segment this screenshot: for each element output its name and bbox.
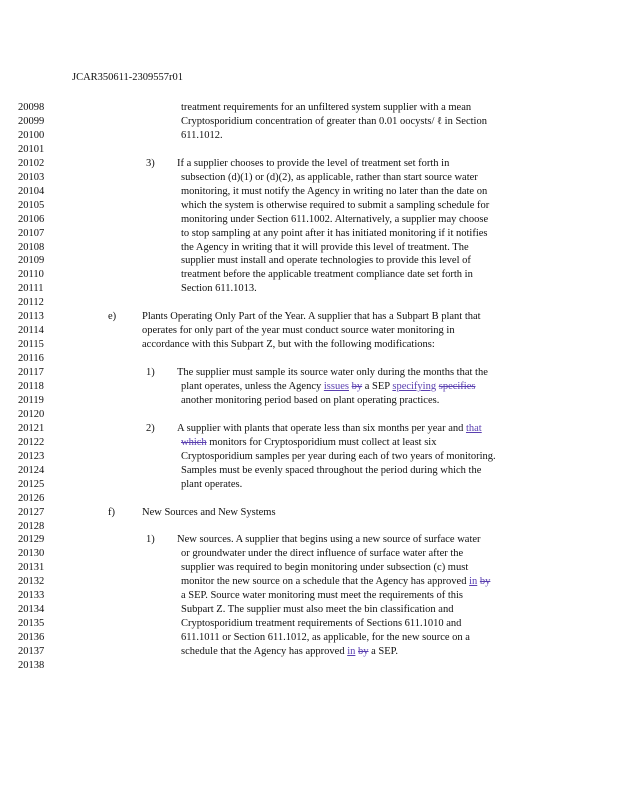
text-run: The supplier must sample its source water only during the months that the bbox=[177, 367, 488, 379]
inserted-text: specifying bbox=[392, 381, 437, 392]
text-run: a SEP bbox=[362, 381, 393, 392]
text-run: 3) bbox=[146, 157, 155, 169]
line-text bbox=[142, 310, 481, 324]
line-number: 20110 bbox=[18, 269, 44, 281]
line-number: 20136 bbox=[18, 632, 45, 644]
line-number: 20130 bbox=[18, 548, 45, 560]
deleted-text: by bbox=[351, 381, 363, 392]
deleted-text: by bbox=[479, 576, 491, 588]
line-text bbox=[181, 561, 468, 575]
deleted-text: by bbox=[358, 646, 369, 658]
line-text bbox=[181, 254, 471, 268]
text-run: monitoring, it must notify the Agency in writing no later than the date on bbox=[181, 185, 488, 197]
line-text bbox=[181, 227, 488, 241]
text-run: New Sources and New Systems bbox=[142, 506, 276, 518]
line-text bbox=[177, 366, 488, 380]
line-text bbox=[181, 171, 478, 185]
text-run: a SEP. bbox=[368, 646, 398, 658]
line-number: 20131 bbox=[18, 562, 45, 574]
line-text bbox=[181, 547, 463, 561]
text-run: Subpart Z. The supplier must also meet the bin classification and bbox=[181, 604, 454, 616]
text-run: plant operates. bbox=[181, 478, 243, 490]
line-number: 20108 bbox=[18, 241, 45, 253]
line-text bbox=[142, 324, 455, 338]
text-run: Cryptosporidium concentration of greater than 0.01 oocysts/ ℓ in Section bbox=[181, 115, 487, 127]
text-run: to stop sampling at any point after it has initiated monitoring if it notifies bbox=[181, 227, 488, 239]
text-run: monitoring under Section 611.1002. Alternatively, a supplier may choose bbox=[181, 213, 489, 225]
text-run: the Agency in writing that it will provide this level of treatment. The bbox=[181, 241, 469, 253]
line-text bbox=[181, 129, 223, 143]
line-text bbox=[181, 185, 487, 199]
line-number: 20107 bbox=[18, 227, 45, 239]
text-run: monitor the new source on a schedule that the Agency has approved bbox=[181, 576, 470, 588]
line-number: 20098 bbox=[18, 102, 45, 113]
document-id: JCAR350611-2309557r01 bbox=[72, 72, 184, 83]
text-run: If a supplier chooses to provide the level of treatment set forth in bbox=[177, 157, 450, 169]
line-text bbox=[177, 157, 449, 171]
text-run: New sources. A supplier that begins using a new source of surface water bbox=[177, 534, 481, 546]
line-text bbox=[177, 422, 482, 436]
text-run: subsection (d)(1) or (d)(2), as applicable, rather than start source water bbox=[181, 171, 478, 183]
list-marker bbox=[146, 157, 155, 171]
line-number: 20099 bbox=[18, 115, 45, 127]
text-run: Section 611.1013. bbox=[181, 283, 257, 295]
text-run: Plants Operating Only Part of the Year. A supplier that has a Subpart B plant that bbox=[142, 311, 481, 323]
text-run: operates for only part of the year must conduct source water monitoring in bbox=[142, 325, 455, 337]
line-number: 20117 bbox=[18, 367, 44, 379]
text-run: Cryptosporidium samples per year during each of two years of monitoring. bbox=[181, 450, 496, 462]
text-run: supplier was required to begin monitoring under subsection (c) must bbox=[181, 562, 469, 574]
line-number: 20135 bbox=[18, 618, 45, 630]
line-number: 20122 bbox=[18, 436, 45, 448]
line-number: 20116 bbox=[18, 353, 44, 365]
text-run: A supplier with plants that operate less than six months per year and bbox=[177, 422, 466, 434]
text-run: or groundwater under the direct influence of surface water after the bbox=[181, 548, 464, 560]
line-number: 20114 bbox=[18, 325, 44, 337]
line-text bbox=[181, 631, 470, 645]
line-number: 20128 bbox=[18, 520, 45, 532]
line-number: 20124 bbox=[18, 464, 45, 476]
line-number: 20111 bbox=[18, 283, 44, 295]
text-run: a SEP. Source water monitoring must meet the requirements of this bbox=[181, 590, 463, 602]
line-text bbox=[181, 645, 398, 659]
line-number: 20100 bbox=[18, 129, 45, 141]
text-run: treatment requirements for an unfiltered system supplier with a mean bbox=[181, 102, 472, 113]
line-number: 20126 bbox=[18, 492, 45, 504]
text-run: e) bbox=[108, 311, 117, 323]
line-number: 20119 bbox=[18, 394, 44, 406]
text-run: f) bbox=[108, 506, 115, 518]
line-number: 20101 bbox=[18, 143, 45, 155]
line-number: 20109 bbox=[18, 255, 45, 267]
text-run: monitors for Cryptosporidium must collect at least six bbox=[206, 436, 437, 448]
line-text bbox=[181, 101, 471, 115]
line-text bbox=[181, 450, 496, 464]
line-number: 20105 bbox=[18, 199, 45, 211]
line-number: 20134 bbox=[18, 604, 45, 616]
deleted-text: specifies bbox=[438, 381, 476, 392]
line-text bbox=[181, 575, 490, 589]
list-marker bbox=[108, 310, 116, 324]
line-number: 20103 bbox=[18, 171, 45, 183]
line-number: 20120 bbox=[18, 408, 45, 420]
line-number: 20125 bbox=[18, 478, 45, 490]
line-number: 20123 bbox=[18, 450, 45, 462]
text-run: supplier must install and operate technologies to provide this level of bbox=[181, 255, 471, 267]
line-text bbox=[181, 478, 242, 492]
line-number: 20132 bbox=[18, 576, 45, 588]
line-text bbox=[181, 617, 461, 631]
line-text bbox=[181, 213, 488, 227]
text-run: 2) bbox=[146, 422, 155, 434]
line-text bbox=[181, 394, 439, 408]
line-text bbox=[181, 436, 436, 450]
inserted-text: that bbox=[465, 422, 482, 434]
line-number: 20115 bbox=[18, 339, 44, 351]
line-number: 20113 bbox=[18, 311, 44, 323]
text-run: Samples must be evenly spaced throughout the period during which the bbox=[181, 464, 482, 476]
text-run: 1) bbox=[146, 534, 155, 546]
inserted-text: in bbox=[347, 646, 356, 658]
text-run: schedule that the Agency has approved bbox=[181, 646, 348, 658]
line-number: 20121 bbox=[18, 422, 45, 434]
text-run: which the system is otherwise required to submit a sampling schedule for bbox=[181, 199, 490, 211]
inserted-text: issues bbox=[323, 381, 349, 392]
text-run: 611.1011 or Section 611.1012, as applicable, for the new source on a bbox=[181, 632, 470, 644]
inserted-text: in bbox=[469, 576, 478, 588]
text-run: Cryptosporidium treatment requirements of Sections 611.1010 and bbox=[181, 618, 462, 630]
text-run: accordance with this Subpart Z, but with the following modifications: bbox=[142, 339, 435, 351]
text-run: 1) bbox=[146, 367, 155, 379]
line-text bbox=[181, 115, 487, 129]
text-run: another monitoring period based on plant operating practices. bbox=[181, 394, 440, 406]
line-number: 20102 bbox=[18, 157, 45, 169]
line-number: 20133 bbox=[18, 590, 45, 602]
line-text bbox=[181, 241, 469, 255]
line-number: 20106 bbox=[18, 213, 45, 225]
line-text bbox=[177, 533, 481, 547]
line-text bbox=[181, 199, 489, 213]
line-number: 20104 bbox=[18, 185, 45, 197]
line-text bbox=[181, 268, 473, 282]
text-run: 611.1012. bbox=[181, 129, 223, 141]
line-number: 20127 bbox=[18, 506, 45, 518]
line-text bbox=[181, 380, 475, 394]
line-number: 20129 bbox=[18, 534, 45, 546]
text-run: plant operates, unless the Agency bbox=[181, 381, 324, 392]
line-number: 20138 bbox=[18, 660, 45, 671]
list-marker bbox=[108, 506, 115, 520]
line-text bbox=[142, 506, 276, 520]
line-text bbox=[181, 464, 481, 478]
line-number: 20118 bbox=[18, 381, 44, 392]
line-text bbox=[181, 282, 257, 296]
list-marker bbox=[146, 422, 155, 436]
deleted-text: which bbox=[181, 436, 207, 448]
text-run: treatment before the applicable treatment compliance date set forth in bbox=[181, 269, 473, 281]
line-number: 20112 bbox=[18, 297, 44, 309]
line-text bbox=[181, 603, 453, 617]
list-marker bbox=[146, 366, 155, 380]
list-marker bbox=[146, 533, 155, 547]
line-number: 20137 bbox=[18, 646, 45, 658]
line-text bbox=[142, 338, 435, 352]
line-text bbox=[181, 589, 463, 603]
